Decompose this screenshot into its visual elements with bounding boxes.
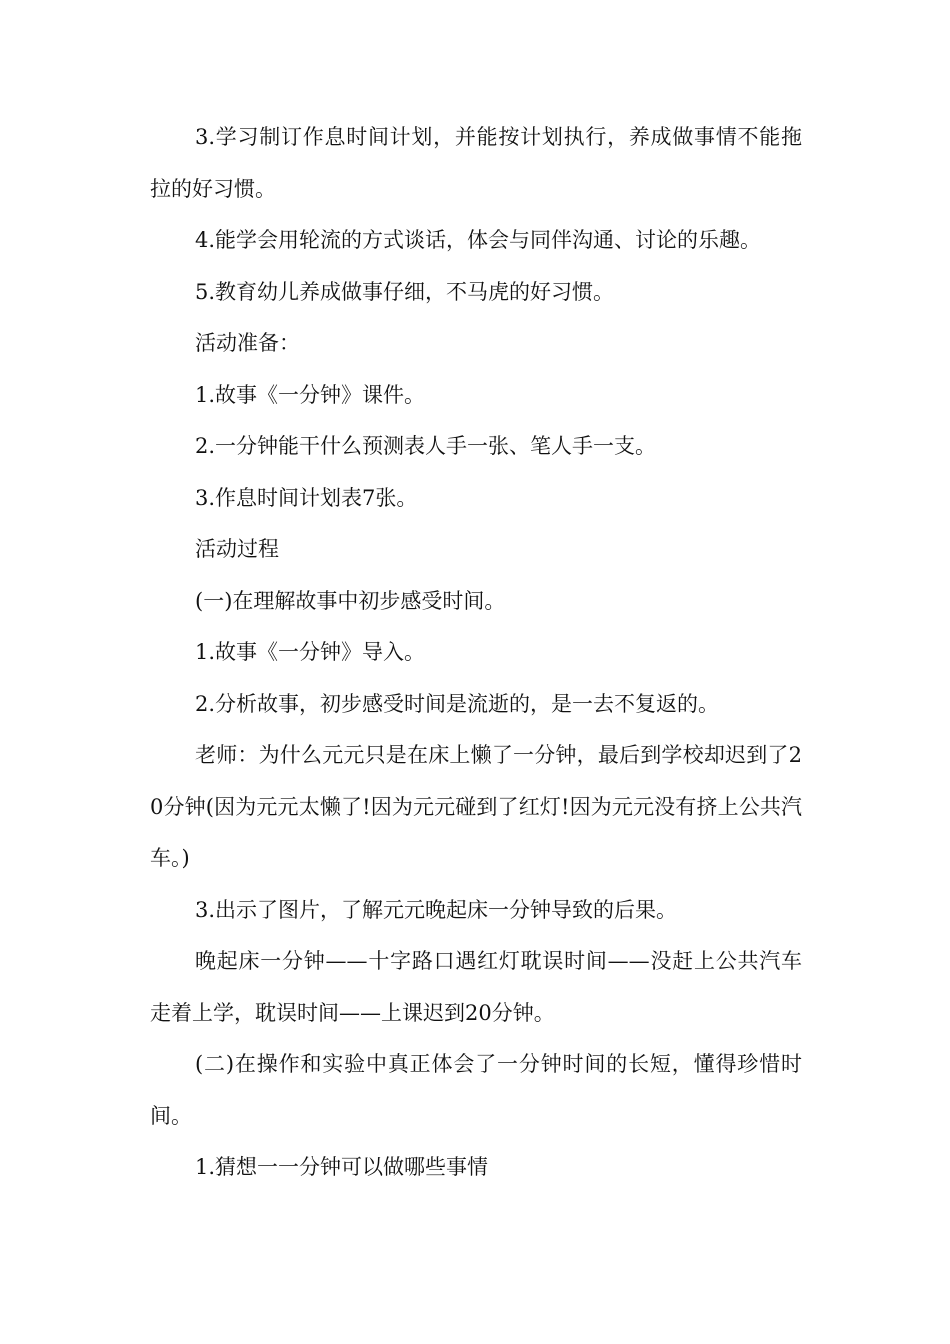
section-heading: 活动过程 [195, 537, 279, 561]
paragraph: 4.能学会用轮流的方式谈话，体会与同伴沟通、讨论的乐趣。 [195, 228, 762, 252]
paragraph: (一)在理解故事中初步感受时间。 [195, 588, 506, 613]
paragraph: 1.故事《一分钟》课件。 [195, 382, 426, 407]
paragraph: 3.出示了图片，了解元元晚起床一分钟导致的后果。 [195, 897, 678, 922]
document-body [150, 112, 802, 1194]
paragraph: 晚起床一分钟——十字路口遇红灯耽误时间——没赶上公共汽车走着上学，耽误时间——上课迟到20分钟。 [150, 949, 802, 1025]
paragraph: 3.作息时间计划表7张。 [195, 485, 418, 510]
paragraph: 2.一分钟能干什么预测表人手一张、笔人手一支。 [195, 434, 657, 458]
paragraph: 3.学习制订作息时间计划，并能按计划执行，养成做事情不能拖拉的好习惯。 [150, 125, 802, 201]
paragraph: 2.分析故事，初步感受时间是流逝的，是一去不复返的。 [195, 691, 720, 716]
paragraph: (二)在操作和实验中真正体会了一分钟时间的长短，懂得珍惜时间。 [150, 1052, 802, 1128]
section-heading: 活动准备： [195, 331, 300, 355]
paragraph: 1.猜想一一分钟可以做哪些事情 [195, 1155, 489, 1179]
paragraph: 1.故事《一分钟》导入。 [195, 640, 426, 664]
paragraph: 5.教育幼儿养成做事仔细，不马虎的好习惯。 [195, 279, 615, 304]
paragraph: 老师：为什么元元只是在床上懒了一分钟，最后到学校却迟到了20分钟(因为元元太懒了!因为元元碰到了红灯!因为元元没有挤上公共汽车。) [150, 743, 802, 870]
